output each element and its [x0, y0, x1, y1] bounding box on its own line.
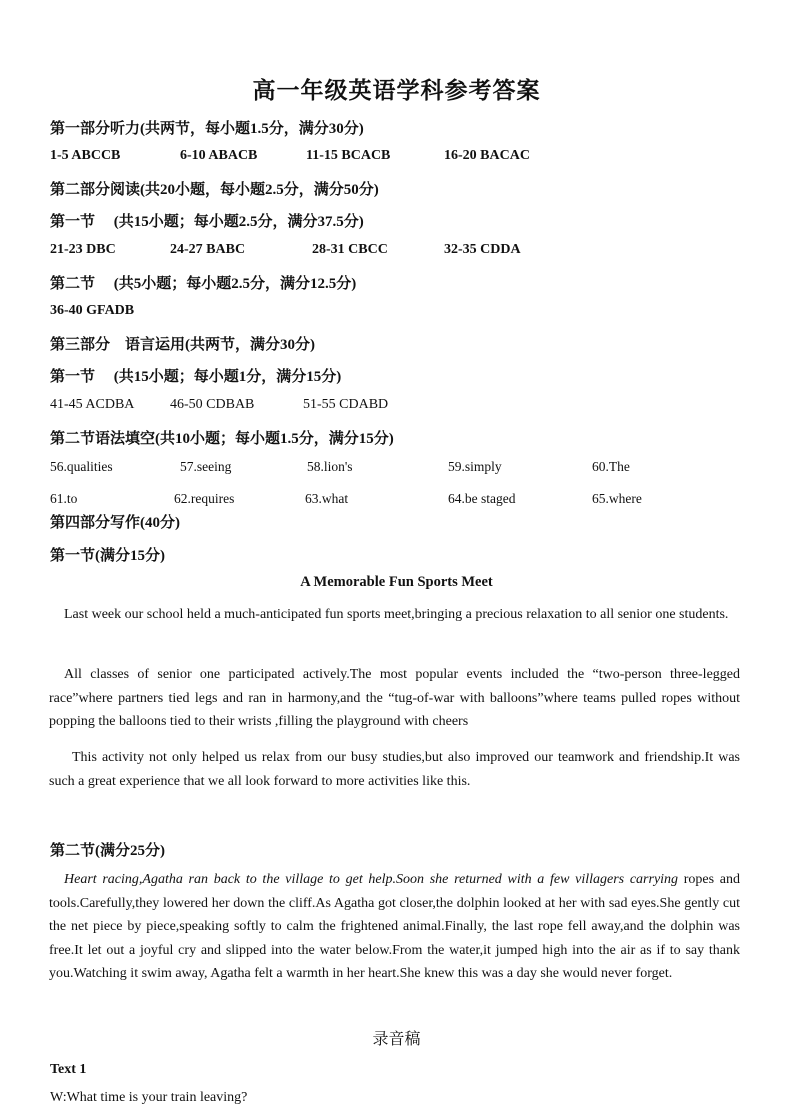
essay-paragraph: All classes of senior one participated actively.The most popular events included the “two-person three-legged race”where partners tied legs and ran in harmony,and the “tug-of-war with balloons”where teams pulled ropes without popping the balloons tied to their wrists ,filling the playground with cheers — [49, 667, 740, 729]
continuation-paragraph — [49, 868, 740, 986]
part2-section2-heading: 第二节 (共5小题；每小题2.5分，满分12.5分) — [50, 276, 357, 292]
part1-heading: 第一部分听力(共两节，每小题1.5分，满分30分) — [50, 121, 364, 137]
grammar-answer: 56.qualities — [50, 459, 113, 474]
answer-group: 41-45 ACDBA — [50, 397, 135, 412]
essay-title: A Memorable Fun Sports Meet — [300, 574, 493, 590]
grammar-answer: 65.where — [592, 491, 642, 506]
transcript-line: W:What time is your train leaving? — [50, 1090, 248, 1105]
grammar-answer: 60.The — [592, 459, 630, 474]
continuation-italic-sentence: Heart racing,Agatha ran back to the village to get help.Soon she returned with a few villagers carrying — [64, 872, 679, 887]
part3-section1-heading: 第一节 (共15小题；每小题1分，满分15分) — [50, 369, 342, 385]
essay-paragraph: Last week our school held a much-anticipated fun sports meet,bringing a precious relaxation to all senior one students. — [64, 607, 729, 622]
document-title: 高一年级英语学科参考答案 — [252, 78, 541, 103]
answer-group: 1-5 ABCCB — [50, 148, 121, 163]
grammar-answer: 58.lion's — [307, 459, 353, 474]
answer-group: 21-23 DBC — [50, 242, 116, 257]
transcript-heading: 录音稿 — [372, 1031, 421, 1048]
answer-group: 24-27 BABC — [170, 242, 246, 257]
grammar-answer: 63.what — [305, 491, 349, 506]
grammar-answer: 64.be staged — [448, 491, 516, 506]
answer-group: 6-10 ABACB — [180, 148, 258, 163]
part4-heading: 第四部分写作(40分) — [50, 515, 180, 531]
answer-group: 51-55 CDABD — [303, 397, 389, 412]
part2-heading: 第二部分阅读(共20小题，每小题2.5分，满分50分) — [50, 182, 379, 198]
continuation-body: ropes and tools.Carefully,they lowered her down the cliff.As Agatha got closer,the dolphin looked at her with sad eyes.She gently cut the net piece by piece,speaking softly to calm the frightened animal.Finally, the last rope fell away,and the dolphin was free.It let out a joyful cry and slipped into the water below.From the water,it jumped high into the air as if to say thank you.Watching it swim away, Agatha felt a warmth in her heart.She knew this was a day she would never forget. — [49, 872, 741, 981]
grammar-answer: 59.simply — [448, 459, 502, 474]
transcript-text-label: Text 1 — [50, 1062, 87, 1077]
part3-heading: 第三部分 语言运用(共两节，满分30分) — [50, 337, 315, 353]
part3-section2-heading: 第二节语法填空(共10小题；每小题1.5分，满分15分) — [50, 431, 394, 447]
answer-group: 36-40 GFADB — [50, 303, 135, 318]
grammar-answer: 61.to — [50, 491, 78, 506]
part4-section1-heading: 第一节(满分15分) — [50, 548, 165, 564]
answer-group: 16-20 BACAC — [444, 148, 530, 163]
part4-section2-heading: 第二节(满分25分) — [50, 843, 165, 859]
answer-group: 46-50 CDBAB — [170, 397, 255, 412]
essay-paragraph: This activity not only helped us relax from our busy studies,but also improved our teamwork and friendship.It was such a great experience that we all look forward to more activities like this. — [49, 750, 740, 789]
part2-section1-heading: 第一节 (共15小题；每小题2.5分，满分37.5分) — [50, 214, 364, 230]
grammar-answer: 57.seeing — [180, 459, 232, 474]
grammar-answer: 62.requires — [174, 491, 235, 506]
answer-group: 28-31 CBCC — [312, 242, 388, 257]
answer-group: 11-15 BCACB — [306, 148, 391, 163]
answer-group: 32-35 CDDA — [444, 242, 521, 257]
